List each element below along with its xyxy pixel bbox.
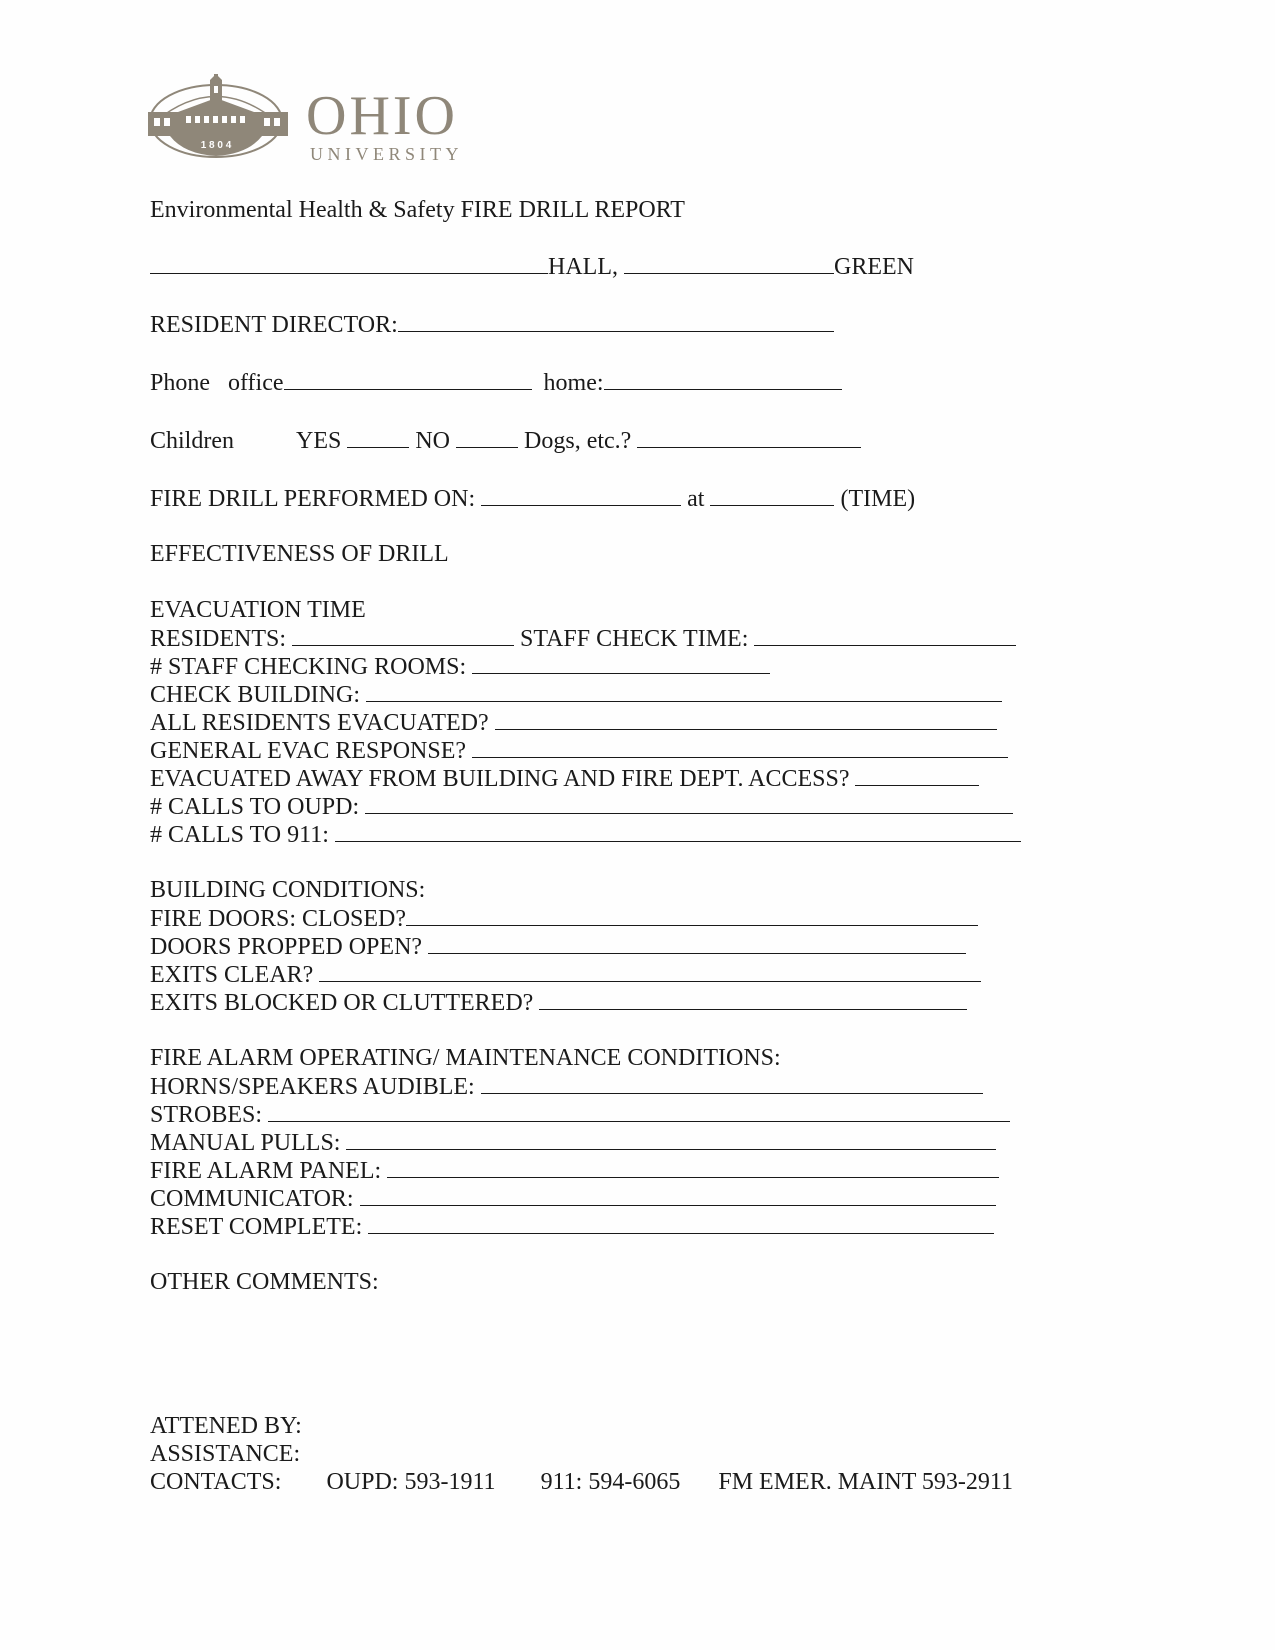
- horns-label: HORNS/SPEAKERS AUDIBLE:: [150, 1074, 475, 1100]
- hall-label: HALL,: [548, 254, 618, 280]
- away-from-building-row: [150, 764, 979, 793]
- strobes-row: [150, 1100, 1010, 1129]
- manual-pulls-row: [150, 1128, 996, 1157]
- attended-by-label: ATTENED BY:: [150, 1413, 302, 1439]
- doors-propped-label: DOORS PROPPED OPEN?: [150, 934, 423, 960]
- calls-oupd-label: # CALLS TO OUPD:: [150, 794, 360, 820]
- residents-label: RESIDENTS:: [150, 626, 287, 652]
- communicator-field[interactable]: [360, 1184, 996, 1206]
- staff-check-time-label: STAFF CHECK TIME:: [520, 626, 749, 652]
- home-label: home:: [543, 370, 604, 396]
- alarm-panel-field[interactable]: [387, 1156, 999, 1178]
- residents-time-field[interactable]: [292, 624, 514, 646]
- all-evacuated-label: ALL RESIDENTS EVACUATED?: [150, 710, 489, 736]
- office-phone-field[interactable]: [284, 368, 532, 390]
- fire-doors-label: FIRE DOORS: CLOSED?: [150, 906, 407, 932]
- general-response-field[interactable]: [472, 736, 1008, 758]
- hall-name-field[interactable]: [150, 252, 548, 274]
- green-label: GREEN: [833, 254, 914, 280]
- drill-date-field[interactable]: [481, 484, 681, 506]
- resident-director-field[interactable]: [398, 310, 834, 332]
- staff-checking-label: # STAFF CHECKING ROOMS:: [150, 654, 467, 680]
- ohio-university-logo: [148, 74, 498, 174]
- no-label: NO: [415, 428, 451, 454]
- other-comments-label: OTHER COMMENTS:: [150, 1269, 379, 1295]
- logo-wordmark: OHIO: [306, 85, 458, 147]
- contacts-label: CONTACTS:: [150, 1469, 282, 1495]
- communicator-row: [150, 1184, 996, 1213]
- check-building-row: [150, 680, 1002, 709]
- assistance-label: ASSISTANCE:: [150, 1441, 301, 1467]
- calls-oupd-row: [150, 792, 1013, 821]
- office-label: office: [228, 370, 284, 396]
- strobes-label: STROBES:: [150, 1102, 263, 1128]
- horns-field[interactable]: [481, 1072, 983, 1094]
- exits-clear-row: [150, 960, 981, 989]
- staff-checking-row: [150, 652, 770, 681]
- horns-row: [150, 1072, 983, 1101]
- contacts-row: [150, 1468, 1013, 1496]
- staff-check-time-field[interactable]: [754, 624, 1016, 646]
- fm-emergency-contact: FM EMER. MAINT 593-2911: [718, 1469, 1014, 1495]
- children-row: [150, 426, 861, 455]
- logo-year: 1 8 0 4: [200, 140, 232, 151]
- doors-propped-row: [150, 932, 966, 961]
- oupd-contact: OUPD: 593-1911: [326, 1469, 496, 1495]
- strobes-field[interactable]: [268, 1100, 1010, 1122]
- logo-subtitle: UNIVERSITY: [310, 144, 463, 164]
- resident-director-row: [150, 310, 834, 339]
- reset-complete-label: RESET COMPLETE:: [150, 1214, 363, 1240]
- 911-contact: 911: 594-6065: [540, 1469, 681, 1495]
- alarm-panel-row: [150, 1156, 999, 1185]
- fire-doors-field[interactable]: [406, 904, 978, 926]
- time-label: (TIME): [840, 486, 916, 512]
- reset-complete-row: [150, 1212, 994, 1241]
- check-building-label: CHECK BUILDING:: [150, 682, 360, 708]
- doors-propped-field[interactable]: [428, 932, 966, 954]
- children-no-field[interactable]: [456, 426, 518, 448]
- calls-911-field[interactable]: [335, 820, 1021, 842]
- fire-doors-row: [150, 904, 978, 933]
- away-from-building-label: EVACUATED AWAY FROM BUILDING AND FIRE DEPT. ACCESS?: [150, 766, 850, 792]
- calls-oupd-field[interactable]: [365, 792, 1013, 814]
- reset-complete-field[interactable]: [368, 1212, 994, 1234]
- residents-row: [150, 624, 1016, 653]
- resident-director-label: RESIDENT DIRECTOR:: [150, 312, 398, 338]
- dogs-field[interactable]: [637, 426, 861, 448]
- fire-alarm-heading: FIRE ALARM OPERATING/ MAINTENANCE CONDITIONS:: [150, 1045, 781, 1071]
- at-label: at: [687, 486, 705, 512]
- calls-911-row: [150, 820, 1021, 849]
- calls-911-label: # CALLS TO 911:: [150, 822, 329, 848]
- drill-time-field[interactable]: [710, 484, 834, 506]
- children-yes-field[interactable]: [347, 426, 409, 448]
- away-from-building-field[interactable]: [855, 764, 979, 786]
- form-title: Environmental Health & Safety FIRE DRILL REPORT: [150, 197, 685, 223]
- exits-blocked-row: [150, 988, 967, 1017]
- manual-pulls-label: MANUAL PULLS:: [150, 1130, 341, 1156]
- exits-blocked-label: EXITS BLOCKED OR CLUTTERED?: [150, 990, 534, 1016]
- evacuation-heading: EVACUATION TIME: [150, 597, 366, 623]
- building-conditions-heading: BUILDING CONDITIONS:: [150, 877, 426, 903]
- phone-row: [150, 368, 842, 397]
- phone-label: Phone: [150, 370, 210, 396]
- all-evacuated-row: [150, 708, 997, 737]
- manual-pulls-field[interactable]: [346, 1128, 996, 1150]
- effectiveness-heading: EFFECTIVENESS OF DRILL: [150, 541, 449, 567]
- green-name-field[interactable]: [624, 252, 834, 274]
- drill-performed-label: FIRE DRILL PERFORMED ON:: [150, 486, 476, 512]
- general-response-label: GENERAL EVAC RESPONSE?: [150, 738, 467, 764]
- exits-clear-label: EXITS CLEAR?: [150, 962, 314, 988]
- campus-building-seal-icon: [148, 74, 288, 160]
- exits-clear-field[interactable]: [319, 960, 981, 982]
- communicator-label: COMMUNICATOR:: [150, 1186, 354, 1212]
- children-label: Children: [150, 428, 234, 454]
- drill-performed-row: [150, 484, 915, 513]
- alarm-panel-label: FIRE ALARM PANEL:: [150, 1158, 382, 1184]
- yes-label: YES: [296, 428, 342, 454]
- dogs-label: Dogs, etc.?: [524, 428, 632, 454]
- all-evacuated-field[interactable]: [495, 708, 997, 730]
- staff-checking-field[interactable]: [472, 652, 770, 674]
- general-response-row: [150, 736, 1008, 765]
- hall-row: [150, 252, 914, 281]
- check-building-field[interactable]: [366, 680, 1002, 702]
- exits-blocked-field[interactable]: [539, 988, 967, 1010]
- home-phone-field[interactable]: [604, 368, 842, 390]
